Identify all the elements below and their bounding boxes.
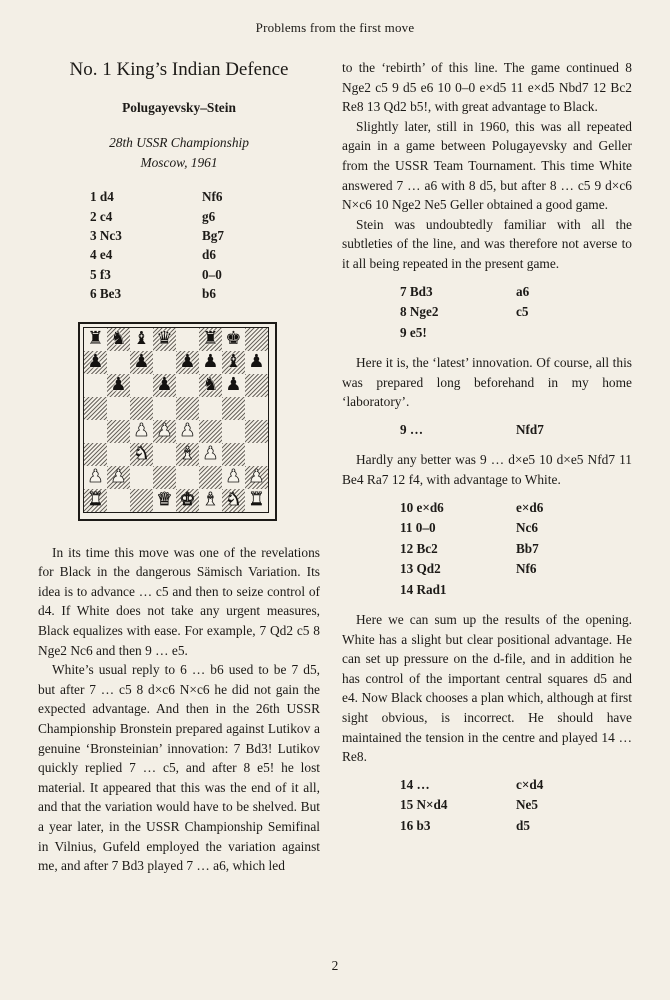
white-pawn-icon: ♟	[225, 466, 242, 488]
square-c1	[130, 489, 153, 512]
square-f3	[199, 443, 222, 466]
white-move: 3 Nc3	[90, 228, 122, 243]
square-a4	[84, 420, 107, 443]
black-move: Nc6	[516, 520, 538, 535]
chess-board	[83, 327, 269, 513]
body-paragraph: Stein was undoubtedly familiar with all the subtleties of the line, and was therefore not averse to it all being repeated in the present game.	[342, 216, 632, 271]
square-h2	[245, 466, 268, 489]
white-move: 15 N×d4	[400, 797, 448, 813]
square-c2	[130, 466, 153, 489]
square-c3	[130, 443, 153, 466]
black-king-icon: ♚	[225, 328, 242, 350]
white-move: 1 d4	[90, 189, 114, 205]
opening-moves	[90, 187, 282, 303]
event-line-1: 28th USSR Championship	[109, 135, 249, 151]
square-g7	[222, 351, 245, 374]
square-e7	[176, 351, 199, 374]
black-move: b6	[202, 286, 216, 302]
square-g2	[222, 466, 245, 489]
white-pawn-icon: ♟	[87, 466, 104, 488]
square-a7	[84, 351, 107, 374]
move-row	[400, 498, 596, 519]
square-b1	[107, 489, 130, 512]
square-d2	[153, 466, 176, 489]
square-b8	[107, 328, 130, 351]
square-g1	[222, 489, 245, 512]
white-rook-icon: ♜	[248, 489, 265, 511]
move-row	[400, 795, 596, 816]
white-pawn-icon: ♟	[248, 466, 265, 488]
white-move: 7 Bd3	[400, 283, 433, 299]
game-moves	[400, 775, 596, 837]
square-e6	[176, 374, 199, 397]
move-row	[400, 775, 596, 796]
event	[38, 133, 320, 173]
black-bishop-icon: ♝	[225, 351, 242, 373]
black-move: d5	[516, 817, 530, 833]
game-title: No. 1 King’s Indian Defence	[69, 59, 289, 80]
page-number: 2	[331, 958, 339, 973]
white-pawn-icon: ♟	[156, 420, 173, 442]
square-e2	[176, 466, 199, 489]
black-move	[516, 580, 596, 601]
square-b6	[107, 374, 130, 397]
square-h6	[245, 374, 268, 397]
square-b5	[107, 397, 130, 420]
black-move: Nfd7	[516, 421, 544, 437]
move-row	[400, 282, 596, 303]
body-paragraph: to the ‘rebirth’ of this line. The game continued 8 Nge2 c5 9 d5 e6 10 0–0 e×d5 11 e×d5 Nbd7 12 Bc2 Re8 13 Qd2 b5!, with great advantage to Black.	[342, 60, 632, 115]
square-h3	[245, 443, 268, 466]
square-b4	[107, 420, 130, 443]
white-knight-icon: ♞	[133, 443, 150, 465]
event-line-2: Moscow, 1961	[140, 155, 218, 171]
white-pawn-icon: ♟	[133, 420, 150, 442]
players: Polugayevsky–Stein	[122, 99, 236, 115]
move-row	[400, 539, 596, 560]
square-f6	[199, 374, 222, 397]
square-g3	[222, 443, 245, 466]
square-d3	[153, 443, 176, 466]
square-a5	[84, 397, 107, 420]
white-move: 6 Be3	[90, 286, 122, 302]
white-bishop-icon: ♝	[202, 489, 219, 511]
black-move: g6	[202, 208, 216, 224]
left-column	[38, 58, 320, 876]
square-e8	[176, 328, 199, 351]
white-move: 14 …	[400, 776, 430, 792]
black-pawn-icon: ♟	[202, 351, 219, 373]
square-d7	[153, 351, 176, 374]
body-paragraph: Here it is, the ‘latest’ innovation. Of course, all this was prepared long beforehand in my home ‘laboratory’.	[342, 355, 632, 410]
square-b7	[107, 351, 130, 374]
white-move: 14 Rad1	[400, 581, 447, 597]
black-move: e×d6	[516, 499, 544, 515]
body-paragraph: Slightly later, still in 1960, this was all repeated again in a game between Polugayevsky and Geller from the USSR Team Tournament. This time White answered 7 … a6 with 8 d5, but after 8 … c5 9 d×c6 N×c6 10 Nge2 Ne5 Geller obtained a good game.	[342, 118, 632, 213]
square-a1	[84, 489, 107, 512]
game-moves	[400, 282, 596, 344]
square-a2	[84, 466, 107, 489]
square-h7	[245, 351, 268, 374]
square-b3	[107, 443, 130, 466]
white-move: 4 e4	[90, 247, 113, 263]
move-row	[400, 816, 596, 837]
white-move: 5 f3	[90, 266, 111, 282]
move-row	[90, 226, 282, 245]
white-move: 9 …	[400, 421, 424, 437]
square-d6	[153, 374, 176, 397]
move-row	[400, 580, 596, 601]
body-paragraph: Hardly any better was 9 … d×e5 10 d×e5 Nfd7 11 Be4 Ra7 12 f4, with advantage to White.	[342, 452, 632, 487]
black-move: 0–0	[202, 266, 222, 282]
black-move: Nf6	[516, 561, 537, 576]
white-move: 13 Qd2	[400, 561, 441, 576]
square-c8	[130, 328, 153, 351]
black-bishop-icon: ♝	[133, 328, 150, 350]
white-move: 12 Bc2	[400, 540, 438, 556]
white-move: 2 c4	[90, 208, 113, 224]
black-pawn-icon: ♟	[225, 374, 242, 396]
white-move: 11 0–0	[400, 520, 436, 535]
square-b2	[107, 466, 130, 489]
square-d5	[153, 397, 176, 420]
square-a6	[84, 374, 107, 397]
white-king-icon: ♚	[179, 489, 196, 511]
black-move: Bg7	[202, 228, 224, 243]
black-pawn-icon: ♟	[133, 351, 150, 373]
game-moves	[400, 420, 596, 441]
black-move	[516, 323, 596, 344]
square-e4	[176, 420, 199, 443]
black-knight-icon: ♞	[110, 328, 127, 350]
white-move: 16 b3	[400, 817, 431, 833]
black-move: c5	[516, 304, 529, 320]
white-move: 10 e×d6	[400, 499, 444, 515]
square-a3	[84, 443, 107, 466]
square-d8	[153, 328, 176, 351]
move-row	[90, 265, 282, 284]
white-pawn-icon: ♟	[179, 420, 196, 442]
black-pawn-icon: ♟	[248, 351, 265, 373]
square-c7	[130, 351, 153, 374]
black-pawn-icon: ♟	[110, 374, 127, 396]
square-f1	[199, 489, 222, 512]
move-row	[90, 284, 282, 303]
square-f2	[199, 466, 222, 489]
square-c4	[130, 420, 153, 443]
square-d4	[153, 420, 176, 443]
game-moves	[400, 498, 596, 601]
square-a8	[84, 328, 107, 351]
white-rook-icon: ♜	[87, 489, 104, 511]
move-row	[400, 518, 596, 539]
white-pawn-icon: ♟	[110, 466, 127, 488]
square-g4	[222, 420, 245, 443]
white-move: 8 Nge2	[400, 304, 439, 320]
square-f5	[199, 397, 222, 420]
square-c6	[130, 374, 153, 397]
square-h8	[245, 328, 268, 351]
black-move: d6	[202, 247, 216, 263]
black-pawn-icon: ♟	[156, 374, 173, 396]
move-row	[90, 207, 282, 226]
body-paragraph: In its time this move was one of the revelations for Black in the dangerous Sämisch Variation. Its idea is to advance … c5 and then to seize control of d4. If White does not take any urgent measures, Black equalizes with ease. For example, 7 Qd2 c5 8 Nge2 Nc6 and then 9 … e5.	[38, 544, 320, 658]
black-pawn-icon: ♟	[179, 351, 196, 373]
black-move: Bb7	[516, 540, 539, 556]
square-f7	[199, 351, 222, 374]
square-e1	[176, 489, 199, 512]
square-g5	[222, 397, 245, 420]
move-row	[400, 559, 596, 580]
black-rook-icon: ♜	[87, 328, 104, 350]
white-queen-icon: ♛	[156, 489, 173, 511]
black-pawn-icon: ♟	[87, 351, 104, 373]
white-bishop-icon: ♝	[179, 443, 196, 465]
square-e3	[176, 443, 199, 466]
black-move: Ne5	[516, 797, 538, 813]
square-c5	[130, 397, 153, 420]
black-knight-icon: ♞	[202, 374, 219, 396]
move-row	[90, 187, 282, 206]
square-h1	[245, 489, 268, 512]
square-g6	[222, 374, 245, 397]
body-paragraph: White’s usual reply to 6 … b6 used to be 7 d5, but after 7 … c5 8 d×c6 N×c6 he did not gain the expected advantage. And then in the 26th USSR Championship Bronstein prepared against Lutikov a genuine ‘Bronsteinian’ innovation: 7 Bd3! Lutikov quickly replied 7 … c5, and after 8 e5! he lost material. It appeared that this was the end of it all, and that the variation would have to be shelved. But a year later, in the USSR Championship Semifinal in Vilnius, Gufeld employed the variation against me, and after 7 Bd3 played 7 … a6, which led	[38, 662, 320, 874]
move-row	[400, 302, 596, 323]
move-row	[400, 323, 596, 344]
black-move: Nf6	[202, 189, 223, 205]
right-column	[342, 58, 632, 846]
square-f8	[199, 328, 222, 351]
chess-diagram	[78, 322, 277, 521]
move-row	[90, 245, 282, 264]
square-f4	[199, 420, 222, 443]
black-rook-icon: ♜	[202, 328, 219, 350]
move-row	[400, 420, 596, 441]
white-move: 9 e5!	[400, 324, 427, 340]
black-queen-icon: ♛	[156, 328, 173, 350]
white-pawn-icon: ♟	[202, 443, 219, 465]
square-h5	[245, 397, 268, 420]
square-g8	[222, 328, 245, 351]
white-knight-icon: ♞	[225, 489, 242, 511]
body-paragraph: Here we can sum up the results of the opening. White has a slight but clear positional advantage. He can set up pressure on the d-file, and in addition he has control of the important central squares d5 and e4. Now Black chooses a plan which, although at first sight obvious, is incorrect. He should have maintained the tension in the centre and played 14 … Re8.	[342, 612, 632, 765]
black-move: a6	[516, 283, 530, 299]
square-e5	[176, 397, 199, 420]
black-move: c×d4	[516, 776, 544, 792]
square-d1	[153, 489, 176, 512]
running-head: Problems from the first move	[255, 20, 415, 35]
square-h4	[245, 420, 268, 443]
